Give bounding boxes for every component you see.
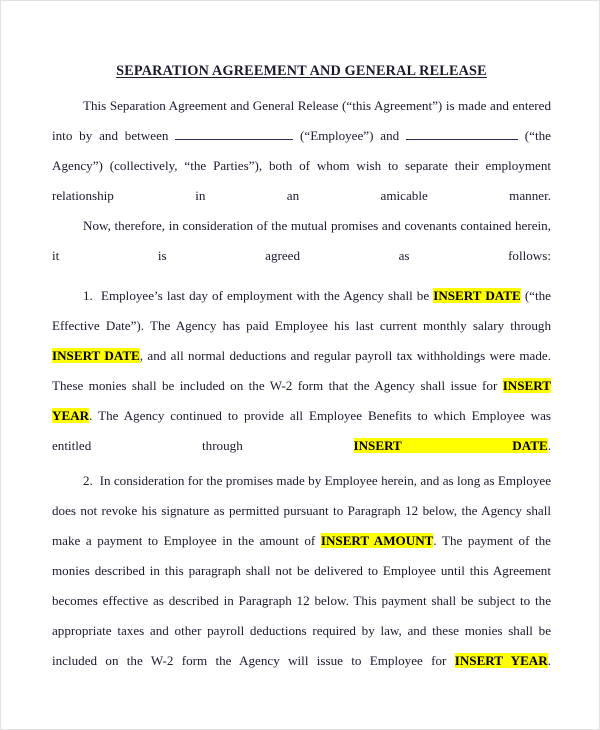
paragraph-item-1 [52, 281, 551, 491]
employee-name-blank[interactable] [175, 128, 293, 140]
item-1-segment-1: Employee’s last day of employment with the Agency shall be [100, 288, 434, 303]
highlight-insert-year-1[interactable]: INSERT YEAR [52, 378, 551, 423]
item-2-segment-1: In consideration for the promises made by Employee herein, and as long as Employee does not revoke his signature as permitted pursuant to Paragraph 12 below, the Agency shall make a payment to Employee in the amount of [52, 473, 551, 548]
document-body [52, 1, 551, 730]
highlight-insert-date-2[interactable]: INSERT DATE [52, 348, 140, 363]
preamble-text-part1: This Separation Agreement and General Release (“this Agreement”) is made and entered into by and between [52, 98, 551, 143]
agency-name-blank[interactable] [406, 128, 518, 140]
item-1-segment-5: . [547, 438, 551, 453]
page-title: SEPARATION AGREEMENT AND GENERAL RELEASE [116, 63, 487, 79]
item-1-number: 1. [83, 288, 93, 303]
item-2-number: 2. [83, 473, 93, 488]
preamble-text-part2: (“Employee”) and [293, 128, 406, 143]
highlight-insert-date-3[interactable]: INSERT DATE [353, 438, 548, 453]
item-2-segment-2: . The payment of the monies described in this paragraph shall not be delivered to Employee until this Agreement becomes effective as described in Paragraph 12 below. This payment shall be subject to the appropriate taxes and other payroll deductions required by law, and these monies shall be included on the W-2 form the Agency will issue to Employee for [52, 533, 551, 668]
recital-text: Now, therefore, in consideration of the mutual promises and covenants contained herein, it is agreed as follows: [52, 218, 551, 263]
highlight-insert-date-1[interactable]: INSERT DATE [433, 288, 521, 303]
item-1-segment-4: . The Agency continued to provide all Employee Benefits to which Employee was entitled through [52, 408, 551, 453]
highlight-insert-amount[interactable]: INSERT AMOUNT [320, 533, 434, 548]
item-2-segment-3: . [547, 653, 551, 668]
paragraph-item-2 [52, 466, 551, 706]
highlight-insert-year-2[interactable]: INSERT YEAR [454, 653, 548, 668]
item-1-segment-2: (“the Effective Date”). The Agency has paid Employee his last current monthly salary through [52, 288, 551, 333]
preamble-text-part3: (“the Agency”) (collectively, “the Parties”), both of whom wish to separate their employment relationship in an amicable manner. [52, 128, 551, 203]
item-1-segment-3: , and all normal deductions and regular payroll tax withholdings were made. These monies shall be included on the W-2 form that the Agency shall issue for [52, 348, 551, 393]
